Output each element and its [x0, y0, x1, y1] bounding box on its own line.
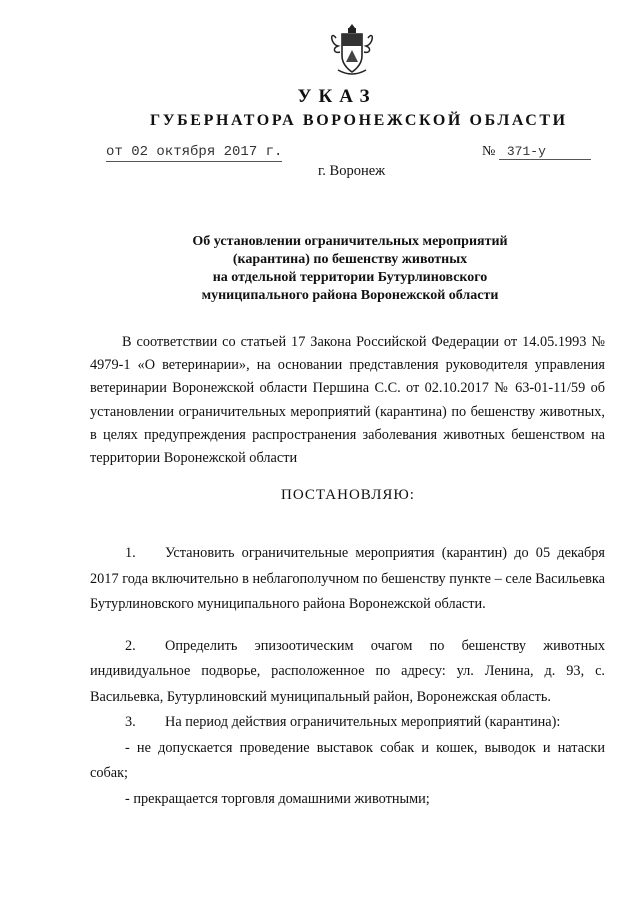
- decree-item: [90, 710, 605, 736]
- number-label: №: [482, 144, 496, 159]
- subject-line: муниципального района Воронежской области: [201, 288, 499, 303]
- item-text: Определить эпизоотическим очагом по бешенству животных индивидуальное подворье, расположенное по адресу: ул. Ленина, д. 93, с. Васильевка, Бутурлиновский муниципальный район, Воронежская область.: [90, 637, 605, 705]
- decree-subitem: - не допускается проведение выставок собак и кошек, выводок и натаски собак;: [90, 739, 605, 781]
- document-date-value: от 02 октября 2017 г.: [106, 144, 283, 160]
- decree-item: [90, 541, 605, 618]
- document-city: г. Воронеж: [318, 163, 386, 179]
- item-number: 3.: [125, 714, 136, 730]
- subject-line: на отдельной территории Бутурлиновского: [212, 270, 488, 285]
- subject-line: Об установлении ограничительных мероприятий: [192, 234, 508, 249]
- preamble-paragraph: В соответствии со статьей 17 Закона Российской Федерации от 14.05.1993 № 4979-1 «О ветеринарии», на основании представления руководителя управления ветеринарии Воронежской области Першина С.С. от 02.10.2017 № 63-01-11/59 об установлении ограничительных мероприятий (карантина) по бешенству животных, в целях предупреждения распространения заболевания животных бешенством на территории Воронежской области: [90, 334, 605, 467]
- number-value: 371-у: [499, 144, 591, 160]
- item-text: Установить ограничительные мероприятия (карантин) до 05 декабря 2017 года включительно в неблагополучном по бешенству пункте – селе Васильевка Бутурлиновского муниципального района Воронежской области.: [90, 545, 605, 612]
- subject-line: (карантина) по бешенству животных: [232, 252, 468, 267]
- decree-word: ПОСТАНОВЛЯЮ:: [281, 487, 415, 503]
- decree-item: [90, 634, 605, 711]
- document-number: [482, 144, 591, 160]
- item-number: 1.: [125, 545, 136, 561]
- coat-of-arms-icon: [328, 22, 376, 78]
- item-text: На период действия ограничительных мероприятий (карантина):: [165, 714, 561, 730]
- decree-items: [90, 541, 605, 812]
- document-date: [106, 144, 282, 160]
- document-title: УКАЗ: [297, 86, 377, 107]
- document-subtitle: ГУБЕРНАТОРА ВОРОНЕЖСКОЙ ОБЛАСТИ: [150, 112, 568, 129]
- decree-subitem: - прекращается торговля домашними животными;: [125, 790, 430, 807]
- item-number: 2.: [125, 637, 136, 654]
- document-subject: [150, 233, 550, 305]
